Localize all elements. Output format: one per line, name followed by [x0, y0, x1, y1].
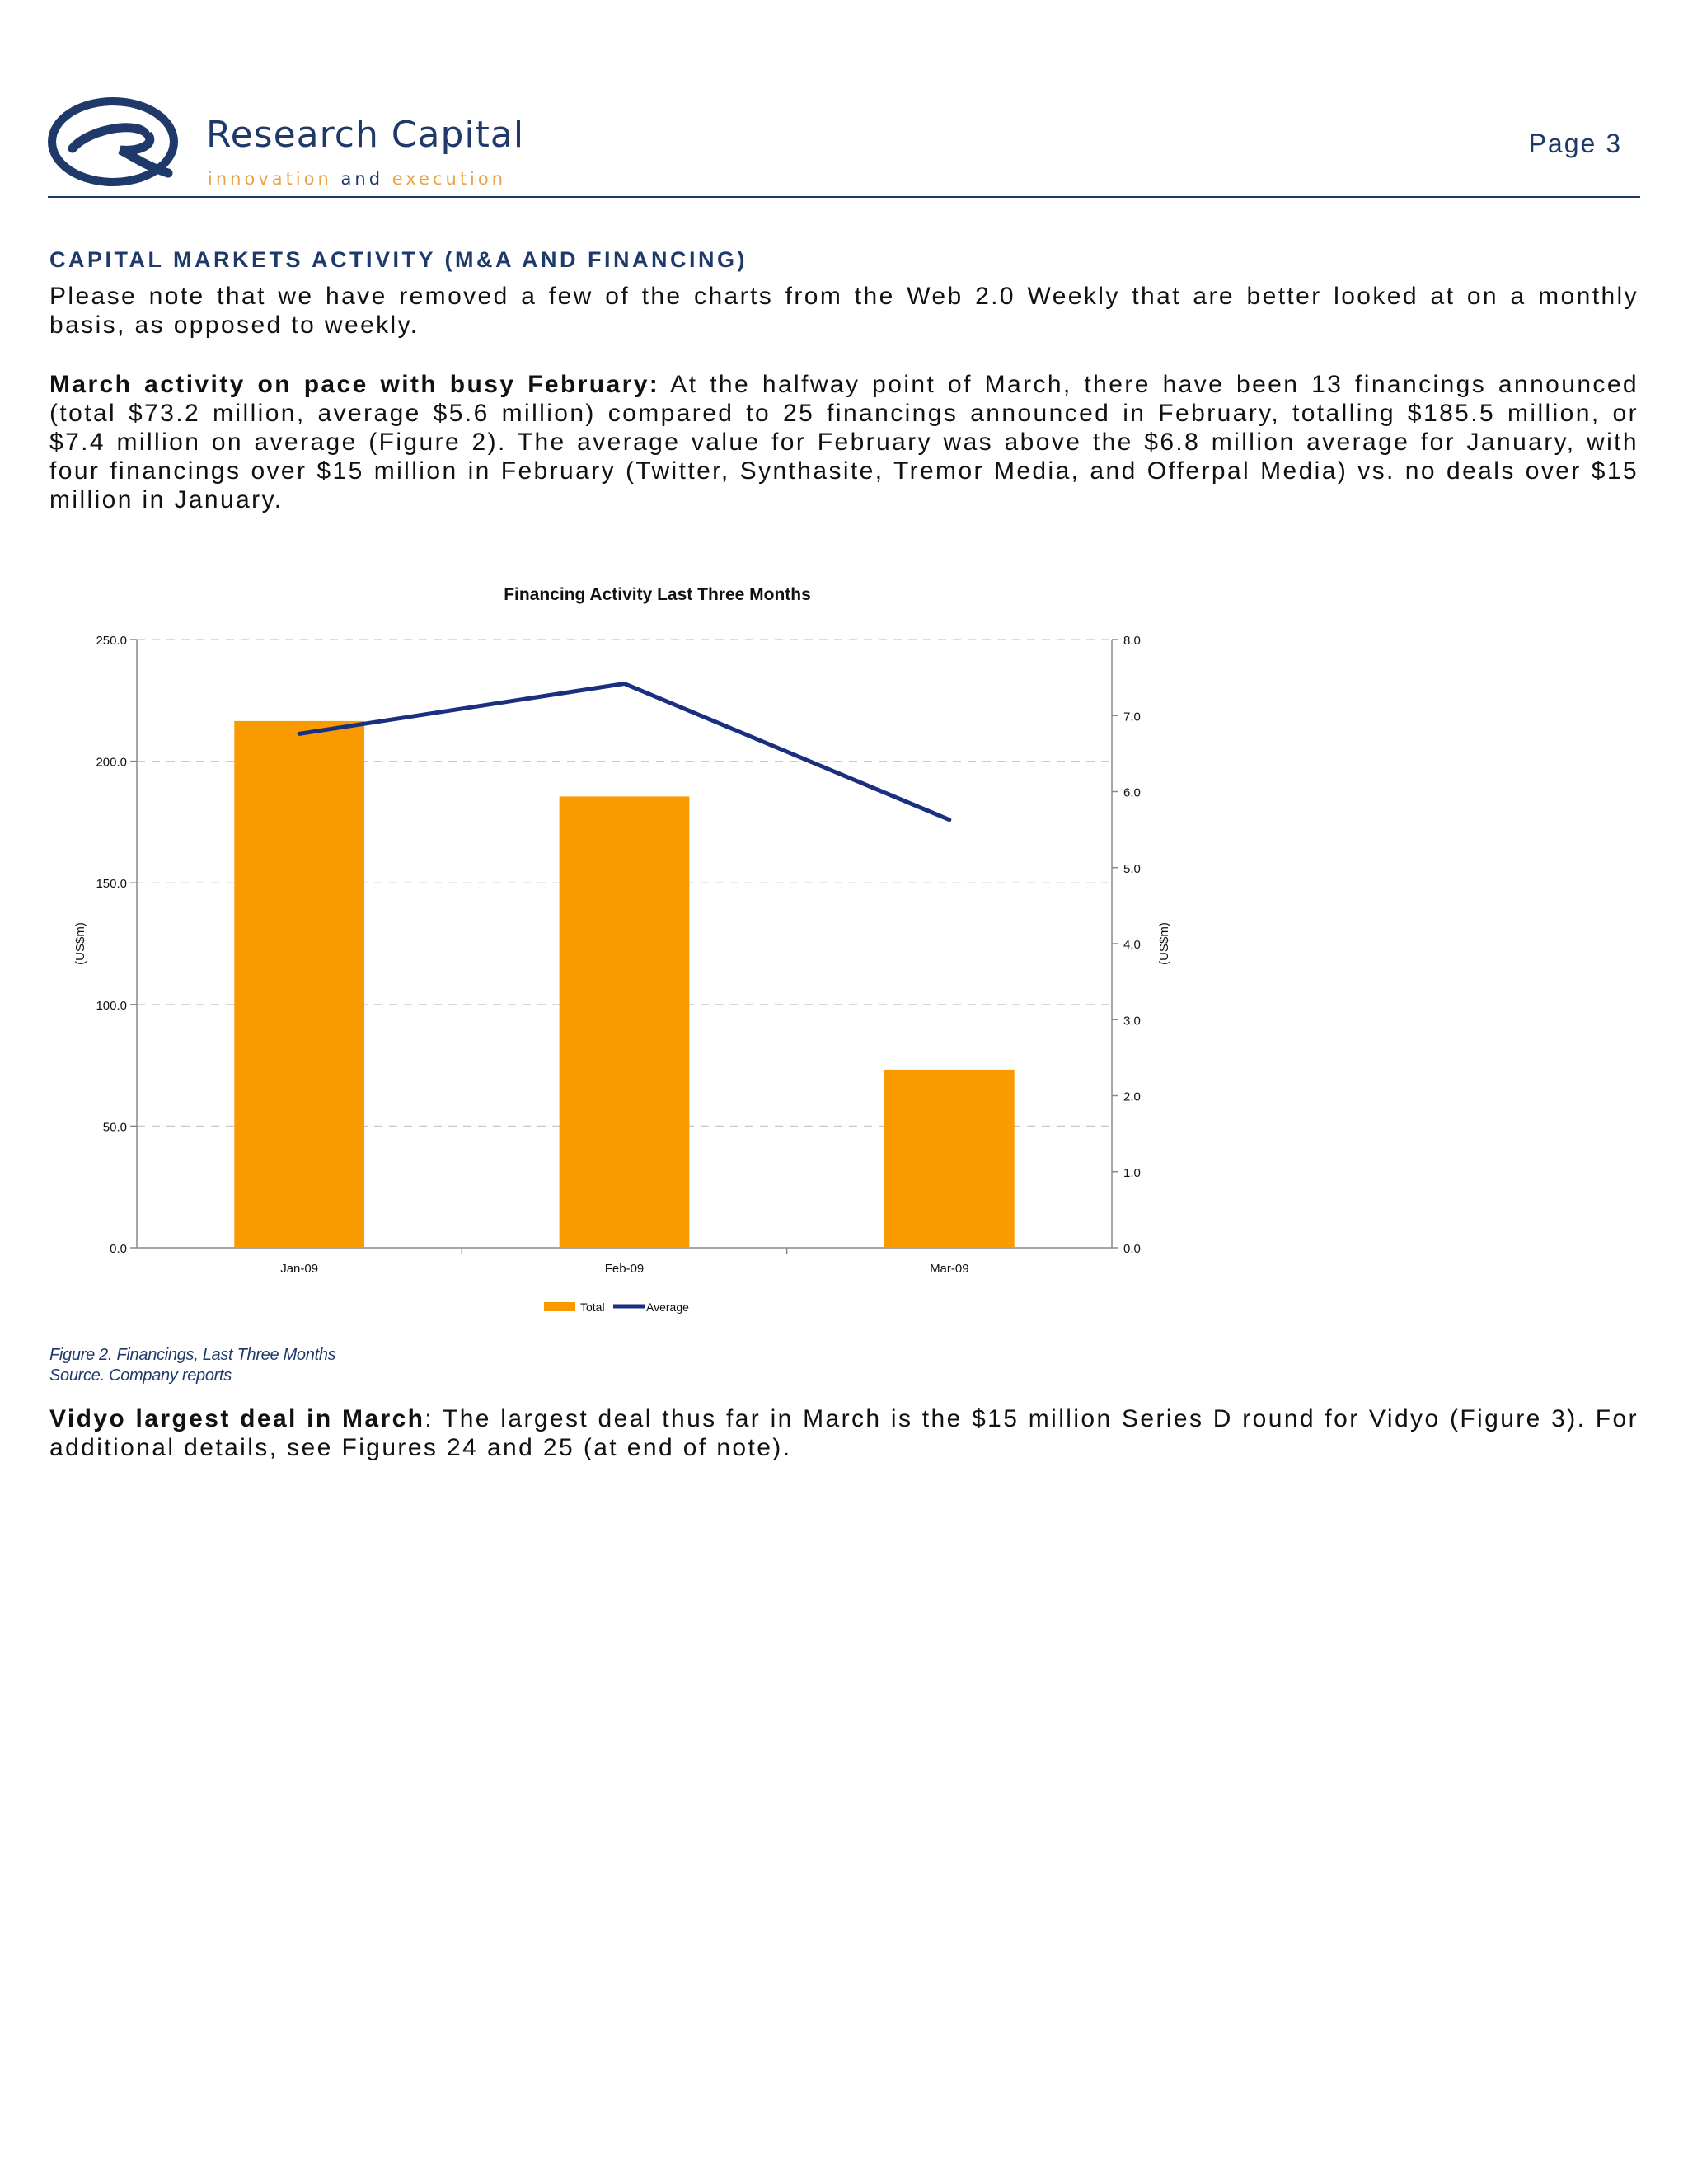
- y2-tick-label: 2.0: [1123, 1090, 1141, 1104]
- y-tick-label: 250.0: [96, 634, 127, 648]
- x-tick-label: Feb-09: [604, 1262, 645, 1276]
- vidyo-body: : The largest deal thus far in March is the $15 million Series D round for Vidyo (Figure 3). For additional details, see Figures 24 and 25 (at end of note).: [49, 1405, 1639, 1461]
- y2-tick-label: 8.0: [1123, 634, 1141, 648]
- vidyo-paragraph: [49, 1404, 1639, 1462]
- x-tick-label: Mar-09: [930, 1262, 969, 1276]
- figure-caption-title: Figure 2. Financings, Last Three Months: [49, 1346, 336, 1364]
- y2-tick-label: 1.0: [1123, 1165, 1141, 1180]
- y-axis-label: (US$m): [73, 922, 87, 965]
- y2-axis-label: (US$m): [1157, 922, 1171, 965]
- y2-tick-label: 0.0: [1123, 1242, 1141, 1256]
- vidyo-lead: Vidyo largest deal in March: [49, 1405, 425, 1432]
- brand-tagline: [208, 169, 506, 189]
- brand-name: Research Capital: [206, 114, 525, 156]
- header-divider: [48, 196, 1640, 198]
- march-activity-body: At the halfway point of March, there have been 13 financings announced (total $73.2 million, average $5.6 million) compared to 25 financings announced in February, totalling $185.5 million, or $7.4 million on average (Figure 2). The average value for February was above the $6.8 million average for January, with four financings over $15 million in February (Twitter, Synthasite, Tremor Media, and Offerpal Media) vs. no deals over $15 million in January.: [49, 371, 1639, 513]
- y-tick-label: 150.0: [96, 877, 127, 892]
- page-number: Page 3: [1528, 129, 1622, 158]
- y2-tick-label: 4.0: [1123, 938, 1141, 952]
- y-tick-label: 200.0: [96, 755, 127, 770]
- page-header: [0, 0, 1688, 198]
- bar-total: [884, 1070, 1015, 1248]
- intro-paragraph: Please note that we have removed a few of the charts from the Web 2.0 Weekly that are better looked at on a monthly basis, as opposed to weekly.: [49, 283, 1639, 339]
- chart-title: Financing Activity Last Three Months: [504, 585, 811, 604]
- figure-caption: [49, 1345, 335, 1386]
- y-tick-label: 0.0: [110, 1242, 127, 1256]
- research-capital-logo: [48, 96, 178, 188]
- march-activity-paragraph: [49, 370, 1639, 514]
- y-tick-label: 50.0: [102, 1120, 127, 1135]
- y2-tick-label: 7.0: [1123, 710, 1141, 724]
- legend-label-total: Total: [580, 1301, 605, 1314]
- tagline-innovation: innovation: [208, 169, 332, 189]
- bar-total: [560, 796, 690, 1248]
- legend-swatch-total: [544, 1302, 575, 1311]
- tagline-execution: execution: [392, 169, 507, 189]
- figure-caption-source: Source. Company reports: [49, 1366, 232, 1385]
- march-activity-lead: March activity on pace with busy February:: [49, 371, 660, 398]
- y2-tick-label: 5.0: [1123, 861, 1141, 876]
- y2-tick-label: 6.0: [1123, 785, 1141, 800]
- financing-activity-chart: [49, 569, 1187, 1327]
- legend-label-average: Average: [646, 1301, 689, 1314]
- x-tick-label: Jan-09: [280, 1262, 319, 1276]
- y2-tick-label: 3.0: [1123, 1014, 1141, 1029]
- section-heading: CAPITAL MARKETS ACTIVITY (M&A AND FINANCING): [49, 247, 748, 272]
- tagline-and: and: [340, 169, 384, 189]
- y-tick-label: 100.0: [96, 998, 127, 1013]
- bar-total: [234, 721, 364, 1248]
